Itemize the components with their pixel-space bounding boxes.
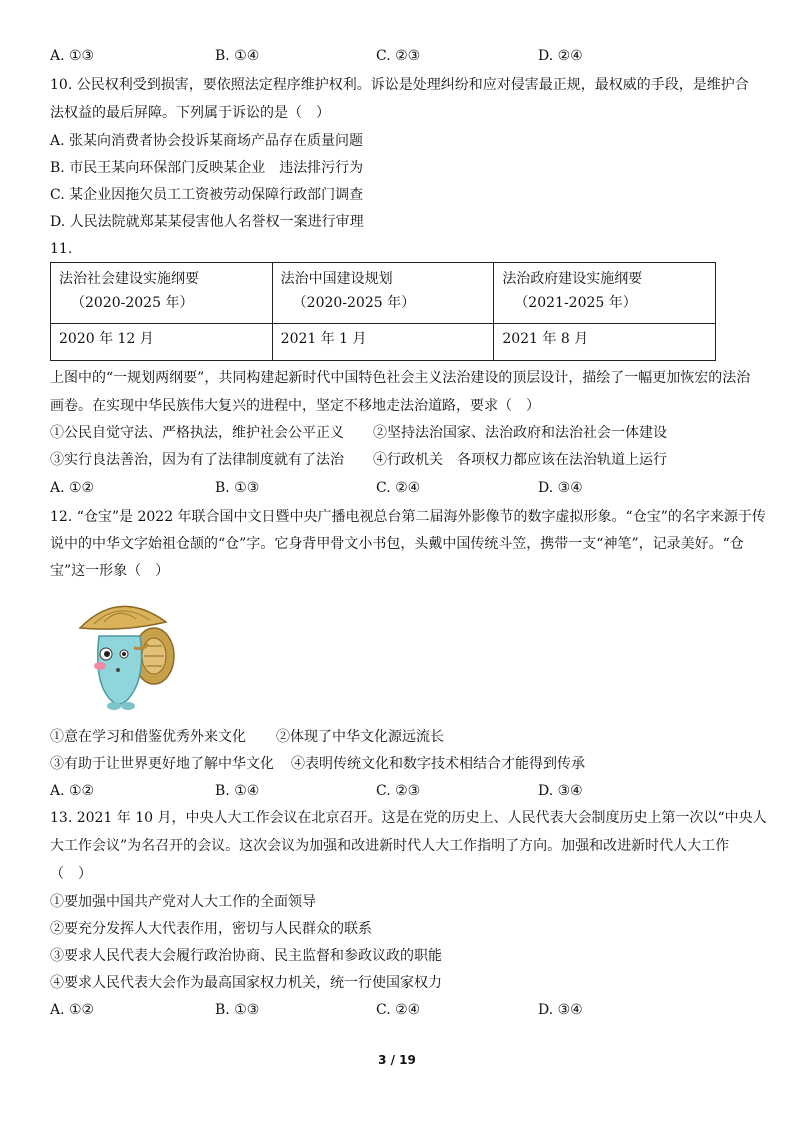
option: A. ①② (50, 1002, 95, 1018)
option: A. ①② (50, 783, 95, 799)
table-cell (272, 263, 494, 324)
q12-item: ②体现了中华文化源远流长 (276, 729, 444, 745)
q11-number: 11. (50, 241, 73, 257)
plan-date: 2021 年 8 月 (494, 324, 716, 361)
cangbao-mascot-image (74, 586, 184, 716)
q12-stem: 宝”这一形象（ ） (50, 563, 170, 579)
q11-item: ③实行良法善治，因为有了法律制度就有了法治 (50, 452, 344, 468)
option: B. ①③ (215, 480, 260, 496)
page-number: 3 / 19 (378, 1053, 416, 1067)
q11-item: ④行政机关 各项权力都应该在法治轨道上运行 (373, 452, 667, 468)
q13-stem: （ ） (50, 866, 92, 882)
option: D. ③④ (538, 480, 583, 496)
q13-item: ②要充分发挥人大代表作用，密切与人民群众的联系 (50, 921, 372, 937)
table-cell (51, 263, 273, 324)
q10-choice: D. 人民法院就郑某某侵害他人名誉权一案进行审理 (50, 214, 364, 230)
q12-item: ③有助于让世界更好地了解中华文化 (50, 756, 274, 772)
option: B. ①③ (215, 1002, 260, 1018)
q10-stem: 10. 公民权利受到损害，要依照法定程序维护权利。诉讼是处理纠纷和应对侵害最正规，最权威的手段，是维护合 (50, 77, 749, 93)
plan-name: 法治社会建设实施纲要 (59, 271, 199, 287)
option: A. ①② (50, 480, 95, 496)
q12-stem: 12. “仓宝”是 2022 年联合国中文日暨中央广播电视总台第二届海外影像节的数字虚拟形象。“仓宝”的名字来源于传 (50, 509, 766, 525)
option: D. ③④ (538, 1002, 583, 1018)
q11-stem: 画卷。在实现中华民族伟大复兴的进程中，坚定不移地走法治道路，要求（ ） (50, 398, 540, 414)
plan-years: （2020-2025 年） (71, 295, 194, 311)
option: D. ③④ (538, 783, 583, 799)
plan-years: （2020-2025 年） (292, 295, 416, 311)
q13-stem: 13. 2021 年 10 月，中央人大工作会议在北京召开。这是在党的历史上、人民代表大会制度历史上第一次以“中央人 (50, 810, 767, 826)
q10-choice: B. 市民王某向环保部门反映某企业 违法排污行为 (50, 160, 364, 176)
q11-item: ②坚持法治国家、法治政府和法治社会一体建设 (373, 425, 667, 441)
table-cell (494, 263, 716, 324)
q10-choice: C. 某企业因拖欠员工工资被劳动保障行政部门调查 (50, 187, 364, 203)
q10-choice: A. 张某向消费者协会投诉某商场产品存在质量问题 (50, 133, 364, 149)
q11-item: ①公民自觉守法、严格执法，维护社会公平正义 (50, 425, 344, 441)
q13-item: ③要求人民代表大会履行政治协商、民主监督和参政议政的职能 (50, 948, 442, 964)
q13-stem: 大工作会议”为名召开的会议。这次会议为加强和改进新时代人大工作指明了方向。加强和改进新时代人大工作 (50, 838, 730, 854)
q13-item: ①要加强中国共产党对人大工作的全面领导 (50, 894, 316, 910)
q12-stem: 说中的中华文字始祖仓颉的“仓”字。它身背甲骨文小书包，头戴中国传统斗笠，携带一支“神笔”，记录美好。“仓 (50, 536, 744, 552)
plan-name: 法治政府建设实施纲要 (502, 271, 643, 287)
plan-name: 法治中国建设规划 (280, 271, 393, 287)
q10-stem: 法权益的最后屏障。下列属于诉讼的是（ ） (50, 105, 330, 121)
plan-date: 2020 年 12 月 (51, 324, 273, 361)
q12-item: ④表明传统文化和数字技术相结合才能得到传承 (291, 756, 585, 772)
option: C. ②④ (376, 480, 421, 496)
option: C. ②③ (376, 783, 421, 799)
option: D. ②④ (538, 48, 583, 64)
plan-date: 2021 年 1 月 (272, 324, 494, 361)
q11-stem: 上图中的“一规划两纲要”，共同构建起新时代中国特色社会主义法治建设的顶层设计，描绘了一幅更加恢宏的法治 (50, 370, 751, 386)
q12-item: ①意在学习和借鉴优秀外来文化 (50, 729, 246, 745)
option: B. ①④ (215, 48, 260, 64)
option: B. ①④ (215, 783, 260, 799)
option: A. ①③ (50, 48, 95, 64)
plan-years: （2021-2025 年） (514, 295, 637, 311)
option: C. ②③ (376, 48, 421, 64)
q13-item: ④要求人民代表大会作为最高国家权力机关，统一行使国家权力 (50, 975, 442, 991)
option: C. ②④ (376, 1002, 421, 1018)
plan-table (50, 262, 716, 361)
